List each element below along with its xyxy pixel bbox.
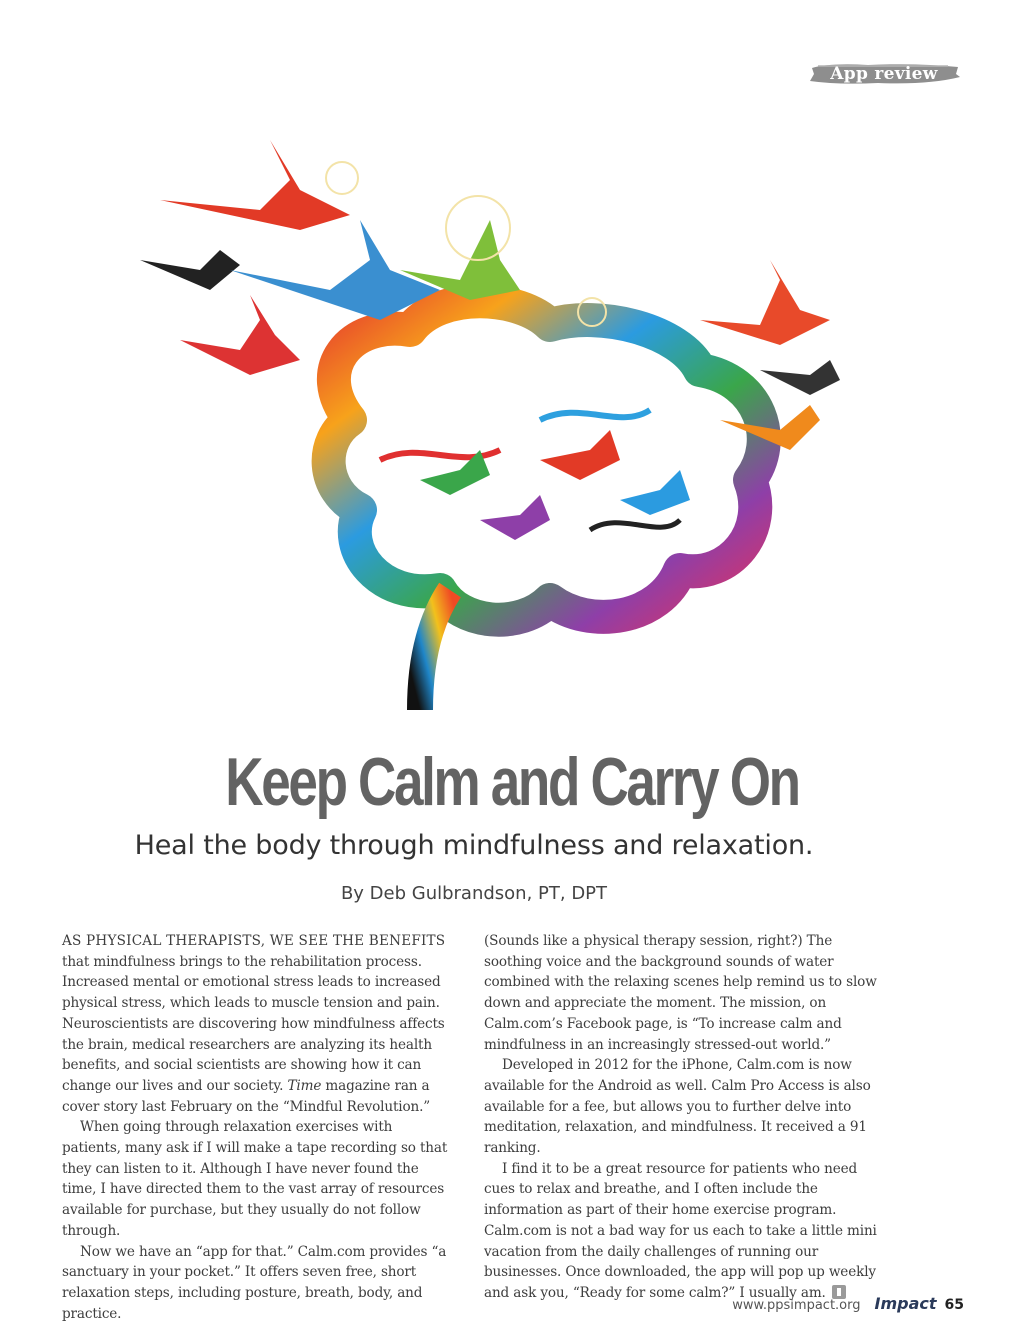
- paragraph: Now we have an “app for that.” Calm.com provides “a sanctuary in your pocket.” It offers seven free, short relaxation steps, including posture, breath, body, and practice.: [62, 1243, 447, 1322]
- paragraph: I find it to be a great resource for patients who need cues to relax and breathe, and I often include the information as part of their home exercise program. Calm.com is not a bad way for us each to take a little mini vacation from the daily challenges of running our businesses. Once downloaded, the app will pop up weekly and ask you, “Ready for some calm?” I usually am.: [484, 1160, 877, 1301]
- section-tag-label: App review: [830, 64, 938, 84]
- paragraph: (Sounds like a physical therapy session, right?) The soothing voice and the background sounds of water combined with the relaxing scenes help remind us to slow down and appreciate the moment. The mission, on Calm.com’s Facebook page, is “To increase calm and mindfulness in an increasingly stressed-out world.”: [484, 933, 877, 1053]
- footer-url: www.ppsimpact.org: [732, 1298, 861, 1313]
- lead-in: AS PHYSICAL THERAPISTS, WE SEE THE BENEFITS: [62, 933, 446, 949]
- byline: By Deb Gulbrandson, PT, DPT: [340, 883, 608, 904]
- subhead: Heal the body through mindfulness and relaxation.: [134, 830, 814, 861]
- hero-illustration: [120, 120, 860, 730]
- paragraph: When going through relaxation exercises with patients, many ask if I will make a tape recording so that they can listen to it. Although I have never found the time, I have directed them to the vast array of resources available for purchase, but they usually do not follow through.: [62, 1119, 448, 1239]
- page-number: 65: [944, 1297, 964, 1313]
- magazine-title: Time: [287, 1077, 322, 1094]
- article-column-left: [62, 931, 454, 1324]
- page-footer: [700, 1294, 964, 1316]
- section-tag: [808, 62, 960, 86]
- magazine-name: Impact: [874, 1294, 937, 1313]
- brain-outline: [329, 301, 764, 710]
- paragraph: Developed in 2012 for the iPhone, Calm.com is now available for the Android as well. Calm Pro Access is also available for a fee, but allows you to further delve into meditation, relaxation, and mindfulness. It received a 91 ranking.: [484, 1057, 871, 1157]
- paragraph: AS PHYSICAL THERAPISTS, WE SEE THE BENEFITS that mindfulness brings to the rehabilitation process. Increased mental or emotional stress leads to increased physical stress, which leads to muscle tension and pain. Neuroscientists are discovering how mindfulness affects the brain, medical researchers are analyzing its health benefits, and social scientists are showing how it can change our lives and our society. Time magazine ran a cover story last February on the “Mindful Revolution.”: [62, 933, 446, 1115]
- headline: Keep Calm and Carry On: [225, 744, 799, 820]
- article-column-right: [484, 931, 884, 1304]
